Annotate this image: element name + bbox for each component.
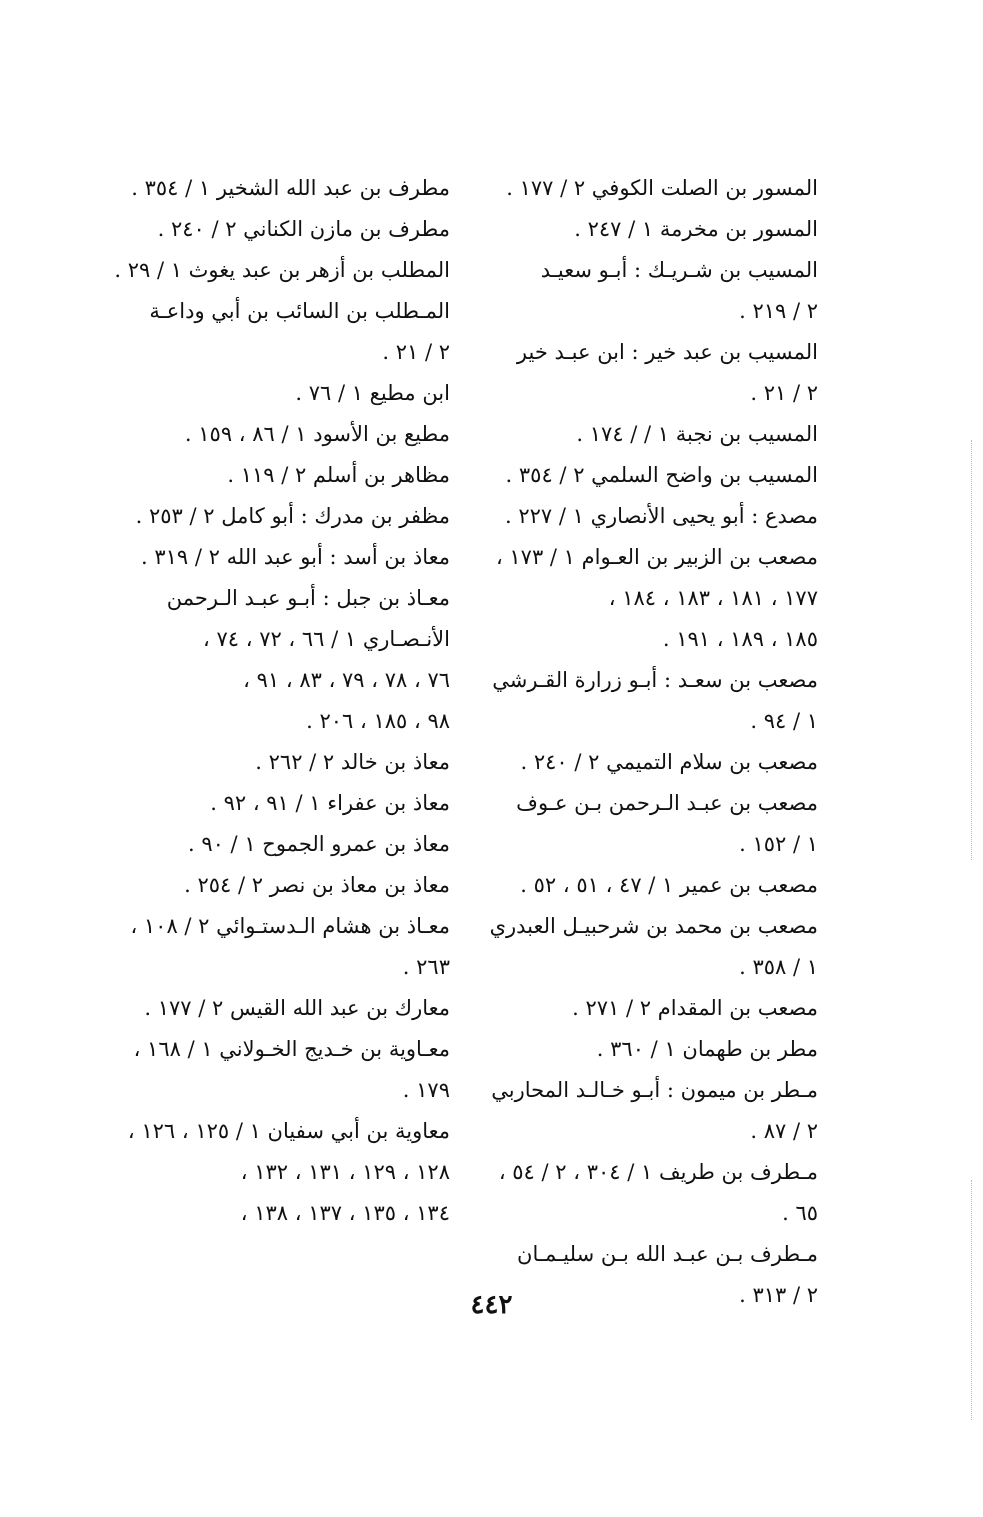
index-entry-line: معاذ بن عمرو الجموح ١ / ٩٠ .	[187, 832, 450, 856]
index-entry-line: ٢ / ٢١ .	[750, 381, 818, 405]
index-entry	[115, 988, 450, 1029]
index-entry	[115, 414, 450, 455]
index-entry	[115, 537, 450, 578]
index-entry	[488, 496, 818, 537]
index-entry-line: مـطرف بن طريف ١ / ٣٠٤ ، ٢ / ٥٤ ،	[498, 1160, 818, 1184]
index-entry	[115, 783, 450, 824]
index-entry	[488, 1029, 818, 1070]
index-entry	[488, 209, 818, 250]
index-entry	[115, 1111, 450, 1234]
index-entry	[488, 660, 818, 742]
index-entry	[115, 742, 450, 783]
index-entry-line: مصدع : أبو يحيى الأنصاري ١ / ٢٢٧ .	[505, 504, 818, 528]
index-entry	[488, 455, 818, 496]
index-entry	[488, 1070, 818, 1152]
index-entry-line: المسيب بن نجبة ١ / / ١٧٤ .	[576, 422, 818, 446]
page-number: ٤٤٢	[470, 1290, 513, 1320]
index-entry	[488, 1152, 818, 1234]
index-column-right	[488, 168, 818, 1316]
index-entry-line: ١ / ٣٥٨ .	[739, 955, 818, 979]
index-entry-line: المطلب بن أزهر بن عبد يغوث ١ / ٢٩ .	[114, 258, 450, 282]
index-entry	[488, 742, 818, 783]
index-entry-line: معاذ بن معاذ بن نصر ٢ / ٢٥٤ .	[184, 873, 450, 897]
index-entry-line: ١٧٩ .	[402, 1078, 450, 1102]
index-entry-line: معـاوية بن خـديج الخـولاني ١ / ١٦٨ ،	[133, 1037, 450, 1061]
index-entry	[115, 1029, 450, 1111]
index-entry	[488, 537, 818, 660]
index-entry-line: ١ / ١٥٢ .	[739, 832, 818, 856]
scan-edge-mark	[971, 1180, 973, 1420]
index-entry-line: ابن مطيع ١ / ٧٦ .	[295, 381, 450, 405]
index-entry-line: ٢ / ٨٧ .	[750, 1119, 818, 1143]
index-entry	[115, 496, 450, 537]
index-entry	[115, 824, 450, 865]
index-entry	[488, 906, 818, 988]
index-entry-line: ١٨٥ ، ١٨٩ ، ١٩١ .	[662, 627, 818, 651]
index-entry	[115, 455, 450, 496]
index-entry-line: ٦٥ .	[782, 1201, 818, 1225]
index-entry	[488, 414, 818, 455]
index-entry	[488, 865, 818, 906]
index-entry	[488, 332, 818, 414]
index-entry-line: مطرف بن عبد الله الشخير ١ / ٣٥٤ .	[131, 176, 450, 200]
index-entry-line: معاذ بن خالد ٢ / ٢٦٢ .	[255, 750, 450, 774]
index-entry-line: معاذ بن أسد : أبو عبد الله ٢ / ٣١٩ .	[141, 545, 450, 569]
index-entry-line: معـاذ بن هشام الـدستـوائي ٢ / ١٠٨ ،	[130, 914, 450, 938]
index-entry-line: مصعب بن المقدام ٢ / ٢٧١ .	[572, 996, 818, 1020]
index-entry	[488, 250, 818, 332]
index-entry-line: ٧٦ ، ٧٨ ، ٧٩ ، ٨٣ ، ٩١ ،	[243, 668, 450, 692]
index-entry-line: المسيب بن شـريـك : أبـو سعيـد	[540, 258, 818, 282]
index-entry-line: ٢ / ٢١ .	[382, 340, 450, 364]
index-entry-line: مطيع بن الأسود ١ / ٨٦ ، ١٥٩ .	[184, 422, 450, 446]
index-entry	[115, 373, 450, 414]
index-entry-line: مطر بن طهمان ١ / ٣٦٠ .	[596, 1037, 818, 1061]
index-entry-line: المسور بن الصلت الكوفي ٢ / ١٧٧ .	[506, 176, 818, 200]
index-entry	[115, 578, 450, 742]
index-entry-line: معارك بن عبد الله القيس ٢ / ١٧٧ .	[144, 996, 450, 1020]
index-entry	[488, 168, 818, 209]
index-entry	[488, 988, 818, 1029]
index-entry	[115, 865, 450, 906]
index-entry-line: مـطر بن ميمون : أبـو خـالـد المحاربي	[491, 1078, 818, 1102]
index-entry	[488, 783, 818, 865]
index-entry	[115, 209, 450, 250]
index-entry-line: المـطلب بن السائب بن أبي وداعـة	[149, 299, 450, 323]
index-entry-line: ٢ / ٢١٩ .	[739, 299, 818, 323]
index-entry-line: مصعب بن محمد بن شرحبيـل العبدري	[489, 914, 818, 938]
index-entry-line: مظاهر بن أسلم ٢ / ١١٩ .	[227, 463, 450, 487]
index-entry	[115, 291, 450, 373]
index-entry-line: ١٢٨ ، ١٢٩ ، ١٣١ ، ١٣٢ ،	[240, 1160, 450, 1184]
index-entry-line: مصعب بن عبـد الـرحمن بـن عـوف	[516, 791, 818, 815]
index-entry	[115, 906, 450, 988]
index-entry-line: مصعب بن سعـد : أبـو زرارة القـرشي	[492, 668, 818, 692]
index-entry-line: المسيب بن عبد خير : ابن عبـد خير	[516, 340, 818, 364]
scan-edge-mark	[971, 440, 973, 860]
index-entry-line: ٩٨ ، ١٨٥ ، ٢٠٦ .	[306, 709, 450, 733]
index-entry-line: الأنـصـاري ١ / ٦٦ ، ٧٢ ، ٧٤ ،	[203, 627, 450, 651]
index-entry-line: مطرف بن مازن الكناني ٢ / ٢٤٠ .	[157, 217, 450, 241]
index-entry-line: المسيب بن واضح السلمي ٢ / ٣٥٤ .	[505, 463, 818, 487]
index-entry-line: مصعب بن الزبير بن العـوام ١ / ١٧٣ ،	[495, 545, 818, 569]
index-column-left	[115, 168, 450, 1234]
index-entry	[115, 250, 450, 291]
index-entry-line: مظفر بن مدرك : أبو كامل ٢ / ٢٥٣ .	[135, 504, 450, 528]
index-entry-line: المسور بن مخرمة ١ / ٢٤٧ .	[574, 217, 818, 241]
index-entry-line: مـطرف بـن عبـد الله بـن سليـمـان	[517, 1242, 818, 1266]
index-entry-line: ٢٦٣ .	[402, 955, 450, 979]
index-entry-line: معاذ بن عفراء ١ / ٩١ ، ٩٢ .	[210, 791, 450, 815]
index-entry-line: معـاذ بن جبل : أبـو عبـد الـرحمن	[166, 586, 450, 610]
index-entry-line: معاوية بن أبي سفيان ١ / ١٢٥ ، ١٢٦ ،	[127, 1119, 450, 1143]
index-entry-line: ١ / ٩٤ .	[750, 709, 818, 733]
index-entry-line: ١٧٧ ، ١٨١ ، ١٨٣ ، ١٨٤ ،	[608, 586, 818, 610]
index-entry-line: ١٣٤ ، ١٣٥ ، ١٣٧ ، ١٣٨ ،	[240, 1201, 450, 1225]
index-entry	[115, 168, 450, 209]
index-entry-line: مصعب بن عمير ١ / ٤٧ ، ٥١ ، ٥٢ .	[520, 873, 818, 897]
index-entry-line: ٢ / ٣١٣ .	[739, 1283, 818, 1307]
index-entry-line: مصعب بن سلام التميمي ٢ / ٢٤٠ .	[520, 750, 818, 774]
